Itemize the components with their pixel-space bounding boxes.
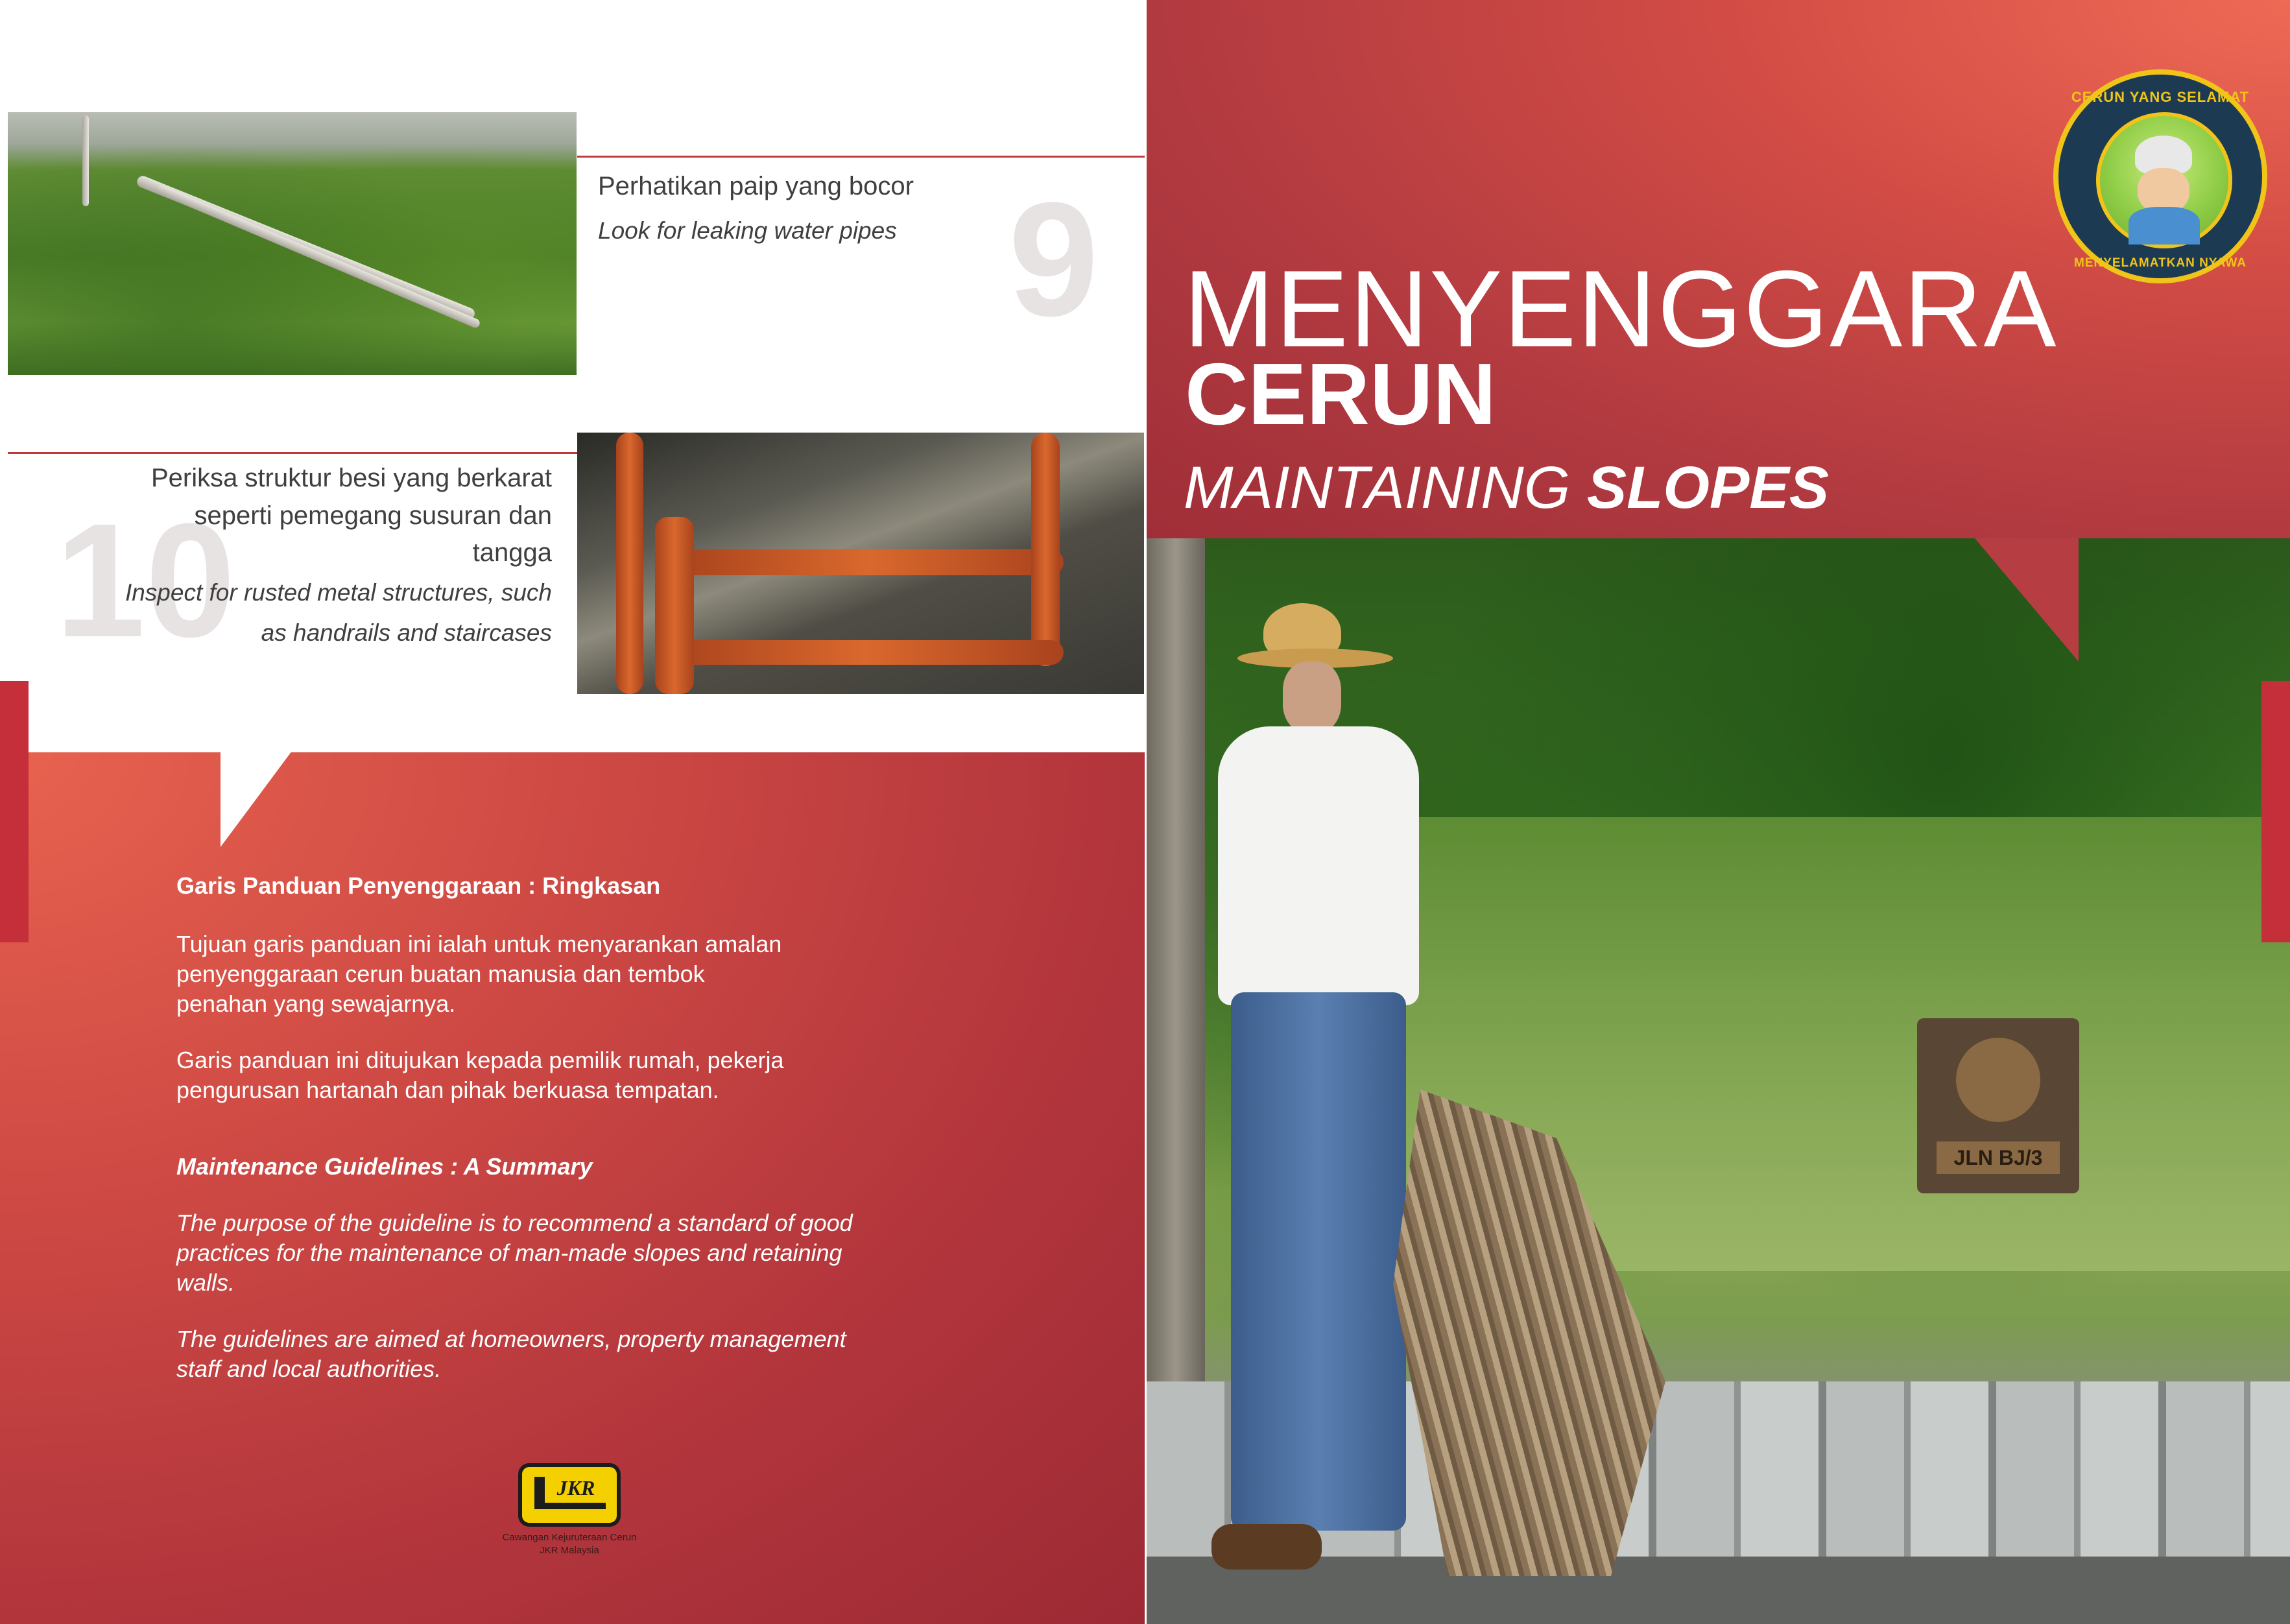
cover-subtitle: [1184, 454, 1829, 522]
cover-title-line-2: CERUN: [1185, 345, 1497, 443]
photo-sign-text: JLN BJ/3: [1937, 1141, 2060, 1174]
photo-man-clearing-slope: [1147, 538, 2290, 1624]
divider-item-10: [8, 452, 577, 454]
summary-heading-ms: Garis Panduan Penyenggaraan : Ringkasan: [176, 872, 661, 899]
item-10-number: 10: [55, 490, 236, 671]
summary-p3-l2: practices for the maintenance of man-made slopes and retaining: [176, 1239, 842, 1266]
speech-notch: [221, 751, 292, 847]
item-9-number: 9: [1008, 169, 1099, 350]
summary-p3-l3: walls.: [176, 1269, 235, 1296]
summary-p4-l1: The guidelines are aimed at homeowners, property management: [176, 1326, 846, 1352]
divider-item-9: [577, 156, 1145, 158]
item-10-title-ms-2: seperti pemegang susuran dan: [194, 501, 552, 530]
jkr-logo-text: JKR: [556, 1476, 595, 1499]
speech-notch-right: [1975, 538, 2079, 662]
summary-p1-l3: penahan yang sewajarnya.: [176, 990, 456, 1017]
summary-p2-l1: Garis panduan ini ditujukan kepada pemilik rumah, pekerja: [176, 1047, 784, 1073]
side-tab-left: [0, 681, 29, 942]
badge-top-text: CERUN YANG SELAMAT: [2071, 89, 2250, 105]
summary-heading-en: Maintenance Guidelines : A Summary: [176, 1153, 593, 1180]
summary-p1-l1: Tujuan garis panduan ini ialah untuk menyarankan amalan: [176, 931, 782, 957]
logo-caption-2: JKR Malaysia: [540, 1545, 599, 1556]
summary-p3-l1: The purpose of the guideline is to recommend a standard of good: [176, 1210, 853, 1236]
photo-rusted-handrail: [577, 433, 1144, 694]
item-10-title-ms-1: Periksa struktur besi yang berkarat: [150, 464, 552, 492]
summary-p2-l2: pengurusan hartanah dan pihak berkuasa tempatan.: [176, 1077, 719, 1103]
item-10-title-ms-3: tangga: [472, 538, 552, 567]
logo-caption-1: Cawangan Kejuruteraan Cerun: [502, 1532, 637, 1543]
summary-p4-l2: staff and local authorities.: [176, 1355, 442, 1382]
photo-leaking-pipes: [8, 112, 577, 375]
badge-bottom-text: MENYELAMATKAN NYAWA: [2073, 256, 2247, 270]
side-tab-right: [2261, 681, 2290, 942]
safety-badge: [2053, 69, 2267, 283]
cover-subtitle-light: MAINTAINING: [1184, 455, 1571, 521]
jkr-logo: [518, 1463, 621, 1527]
item-10-title-en-1: Inspect for rusted metal structures, such: [125, 579, 552, 606]
item-9-title-ms: Perhatikan paip yang bocor: [598, 172, 914, 200]
badge-mascot: [2096, 112, 2232, 248]
item-9-title-en: Look for leaking water pipes: [598, 217, 897, 244]
cover-title-line-1: MENYENGGARA: [1184, 248, 2058, 370]
summary-p1-l2: penyenggaraan cerun buatan manusia dan tembok: [176, 961, 705, 987]
cover-subtitle-bold: SLOPES: [1586, 455, 1830, 521]
item-10-title-en-2: as handrails and staircases: [261, 619, 552, 646]
